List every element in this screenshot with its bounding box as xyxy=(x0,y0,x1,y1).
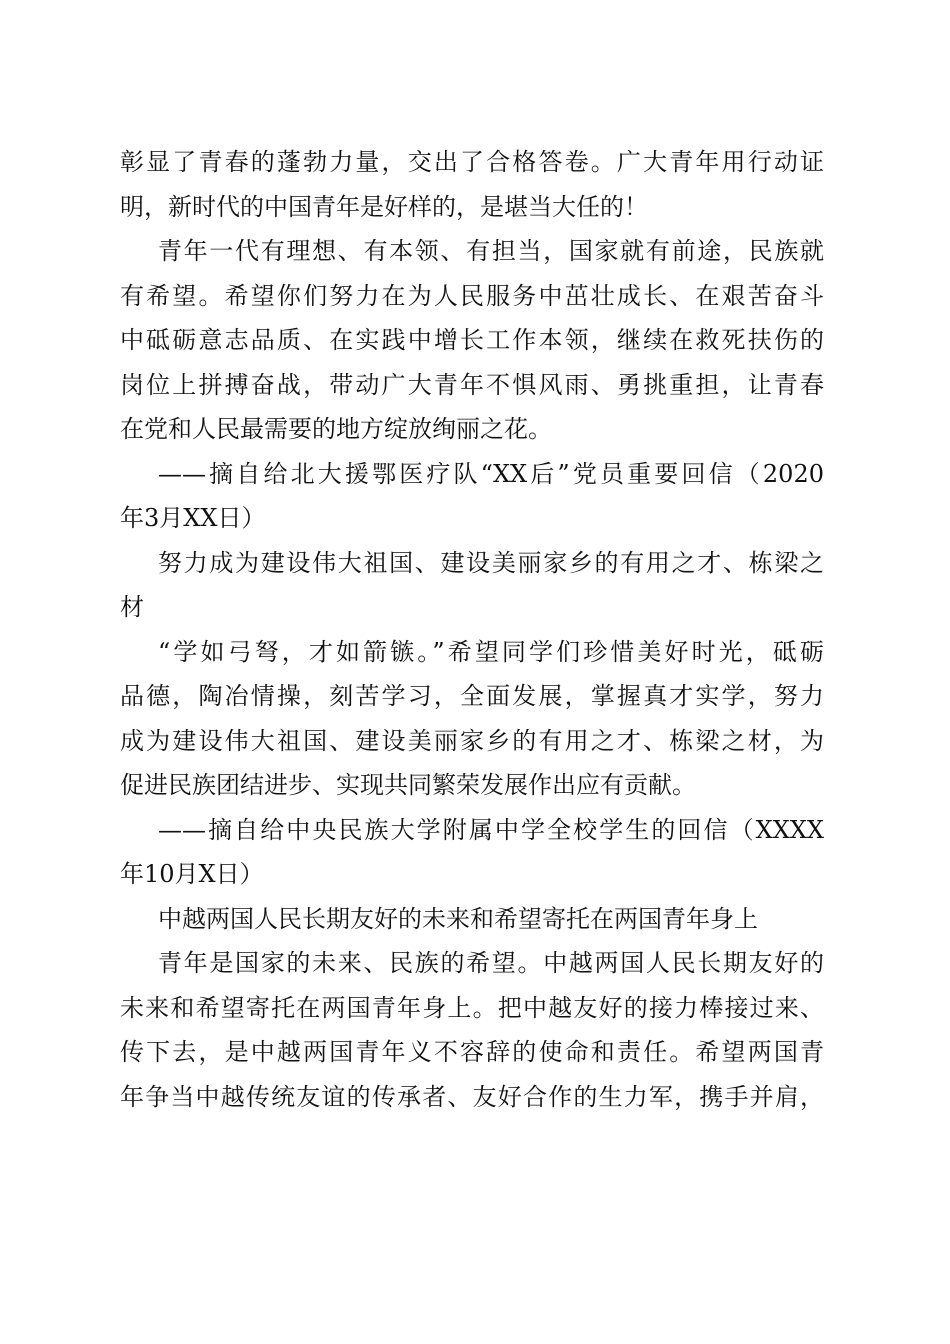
source-citation-2 xyxy=(120,808,824,897)
text-line: 材 xyxy=(120,593,144,621)
text-line: 品德，陶冶情操，刻苦学习，全面发展，掌握真才实学，努力 xyxy=(120,682,824,710)
text-line: 未来和希望寄托在两国青年身上。把中越友好的接力棒接过来、 xyxy=(120,993,824,1022)
text-line: 明，新时代的中国青年是好样的，是堪当大任的！ xyxy=(120,192,648,221)
text-line: 青年是国家的未来、民族的希望。中越两国人民长期友好的 xyxy=(158,949,824,977)
paragraph-china-vietnam xyxy=(120,941,824,1119)
text-line: 成为建设伟大祖国、建设美丽家乡的有用之才、栋梁之材，为 xyxy=(120,726,824,755)
text-line: 年争当中越传统友谊的传承者、友好合作的生力军，携手并肩， xyxy=(120,1082,824,1111)
text-line: 促进民族团结进步、实现共同繁荣发展作出应有贡献。 xyxy=(120,771,696,799)
section-heading-china-vietnam xyxy=(120,897,824,942)
text-line: 岗位上拼搏奋战，带动广大青年不惧风雨、勇挑重担，让青春 xyxy=(120,370,824,399)
text-line: “学如弓弩，才如箭镞。”希望同学们珍惜美好时光，砥砺 xyxy=(158,637,824,666)
paragraph-youth-answer xyxy=(120,140,824,229)
text-line: 青年一代有理想、有本领、有担当，国家就有前途，民族就 xyxy=(158,237,824,265)
text-line: 传下去，是中越两国青年义不容辞的使命和责任。希望两国青 xyxy=(120,1038,824,1066)
text-line: ——摘自给中央民族大学附属中学全校学生的回信（XXXX xyxy=(158,815,824,844)
text-line: 中越两国人民长期友好的未来和希望寄托在两国青年身上 xyxy=(158,904,758,933)
paragraph-students xyxy=(120,630,824,808)
text-line: ——摘自给北大援鄂医疗队“XX后”党员重要回信（2020 xyxy=(158,459,824,488)
section-heading-talent xyxy=(120,541,824,630)
text-line: 年3月XX日） xyxy=(120,504,266,532)
text-line: 中砥砺意志品质、在实践中增长工作本领，继续在救死扶伤的 xyxy=(120,326,824,354)
text-line: 努力成为建设伟大祖国、建设美丽家乡的有用之才、栋梁之 xyxy=(158,548,824,577)
source-citation-1 xyxy=(120,452,824,541)
paragraph-youth-ideals xyxy=(120,229,824,452)
body-text xyxy=(120,140,824,1119)
text-line: 彰显了青春的蓬勃力量，交出了合格答卷。广大青年用行动证 xyxy=(120,148,824,176)
text-line: 年10月X日） xyxy=(120,860,264,888)
text-line: 有希望。希望你们努力在为人民服务中茁壮成长、在艰苦奋斗 xyxy=(120,281,824,310)
text-line: 在党和人民最需要的地方绽放绚丽之花。 xyxy=(120,415,552,443)
